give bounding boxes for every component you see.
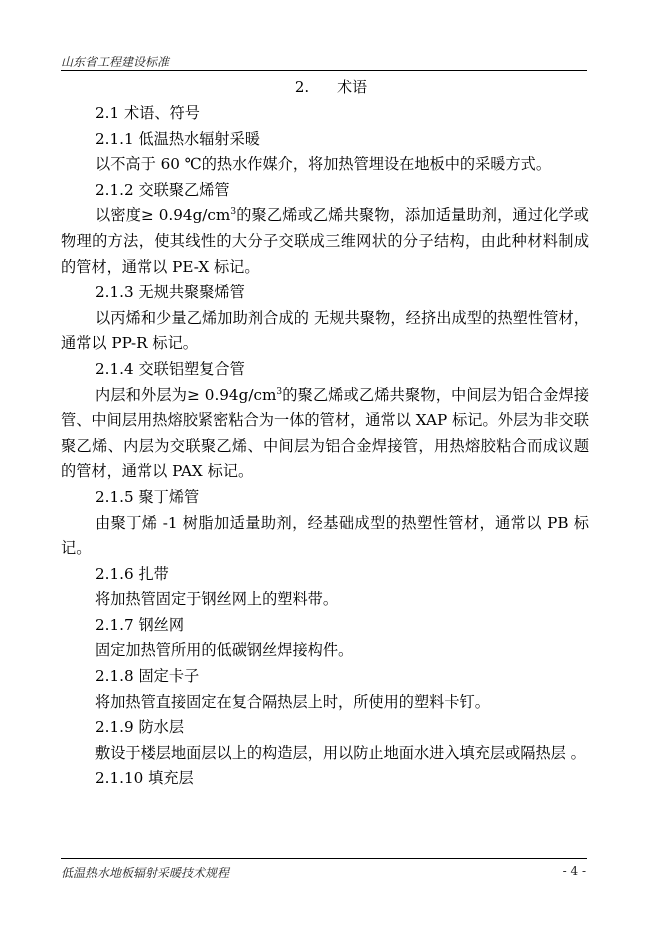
term-definition: 敷设于楼层地面层以上的构造层，用以防止地面水进入填充层或隔热层 。 xyxy=(95,743,586,762)
superscript: 3 xyxy=(230,207,237,218)
term-heading: 2.1.1 低温热水辐射采暖 xyxy=(95,129,260,148)
term-definition xyxy=(61,203,589,280)
definition-text: 内层和外层为≥ 0.94g/cm xyxy=(95,385,277,404)
term-heading: 2.1.7 钢丝网 xyxy=(95,615,185,634)
section-number: 2. xyxy=(294,78,310,96)
page-number: - 4 - xyxy=(562,864,586,878)
footer-rule xyxy=(61,858,587,859)
term-heading: 2.1.9 防水层 xyxy=(95,718,185,737)
term-heading: 2.1.5 聚丁烯管 xyxy=(95,487,200,506)
term-heading: 2.1.3 无规共聚聚烯管 xyxy=(95,283,245,302)
term-definition: 以丙烯和少量乙烯加助剂合成的 无规共聚物，经挤出成型的热塑性管材，通常以 PP-R 标记。 xyxy=(61,308,589,353)
term-definition: 固定加热管所用的低碳钢丝焊接构件。 xyxy=(95,641,354,660)
term-heading: 2.1.6 扎带 xyxy=(95,564,169,583)
term-heading: 2.1.10 填充层 xyxy=(95,769,194,788)
definition-text: 以密度≥ 0.94g/cm xyxy=(95,206,231,225)
definition-text: 的聚乙烯或乙烯共聚物，添加适量助剂，通过化学或物理的方法，使其线性的大分子交联成三维网状的分子结构，由此种材料制成的管材，通常以 PE-X 标记。 xyxy=(61,206,589,276)
term-heading: 2.1.4 交联铝塑复合管 xyxy=(95,359,245,378)
term-definition: 由聚丁烯 -1 树脂加适量助剂，经基础成型的热塑性管材，通常以 PB 标记。 xyxy=(61,513,589,558)
term-definition xyxy=(61,383,589,485)
term-definition: 将加热管直接固定在复合隔热层上时，所使用的塑料卡钉。 xyxy=(95,692,490,711)
superscript: 3 xyxy=(276,386,283,397)
term-heading: 2.1.8 固定卡子 xyxy=(95,667,200,686)
section-title xyxy=(0,76,662,97)
running-footer: 低温热水地板辐射采暖技术规程 xyxy=(61,866,230,880)
definition-text: 的聚乙烯或乙烯共聚物，中间层为铝合金焊接管、中间层用热熔胶紧密粘合为一体的管材，通常以 XAP 标记。外层为非交联聚乙烯、内层为交联聚乙烯、中间层为铝合金焊接管，用热熔胶粘合而成议题的管材，通常以 PAX 标记。 xyxy=(61,385,590,481)
running-header: 山东省工程建设标准 xyxy=(61,55,170,69)
document-body xyxy=(61,101,589,792)
section-title-text: 术语 xyxy=(337,78,368,96)
term-definition: 以不高于 60 ℃的热水作媒介，将加热管埋设在地板中的采暖方式。 xyxy=(95,155,552,174)
subsection-heading: 2.1 术语、符号 xyxy=(95,104,200,122)
header-rule xyxy=(61,70,587,71)
term-heading: 2.1.2 交联聚乙烯管 xyxy=(95,180,230,199)
term-definition: 将加热管固定于钢丝网上的塑料带。 xyxy=(95,590,338,609)
